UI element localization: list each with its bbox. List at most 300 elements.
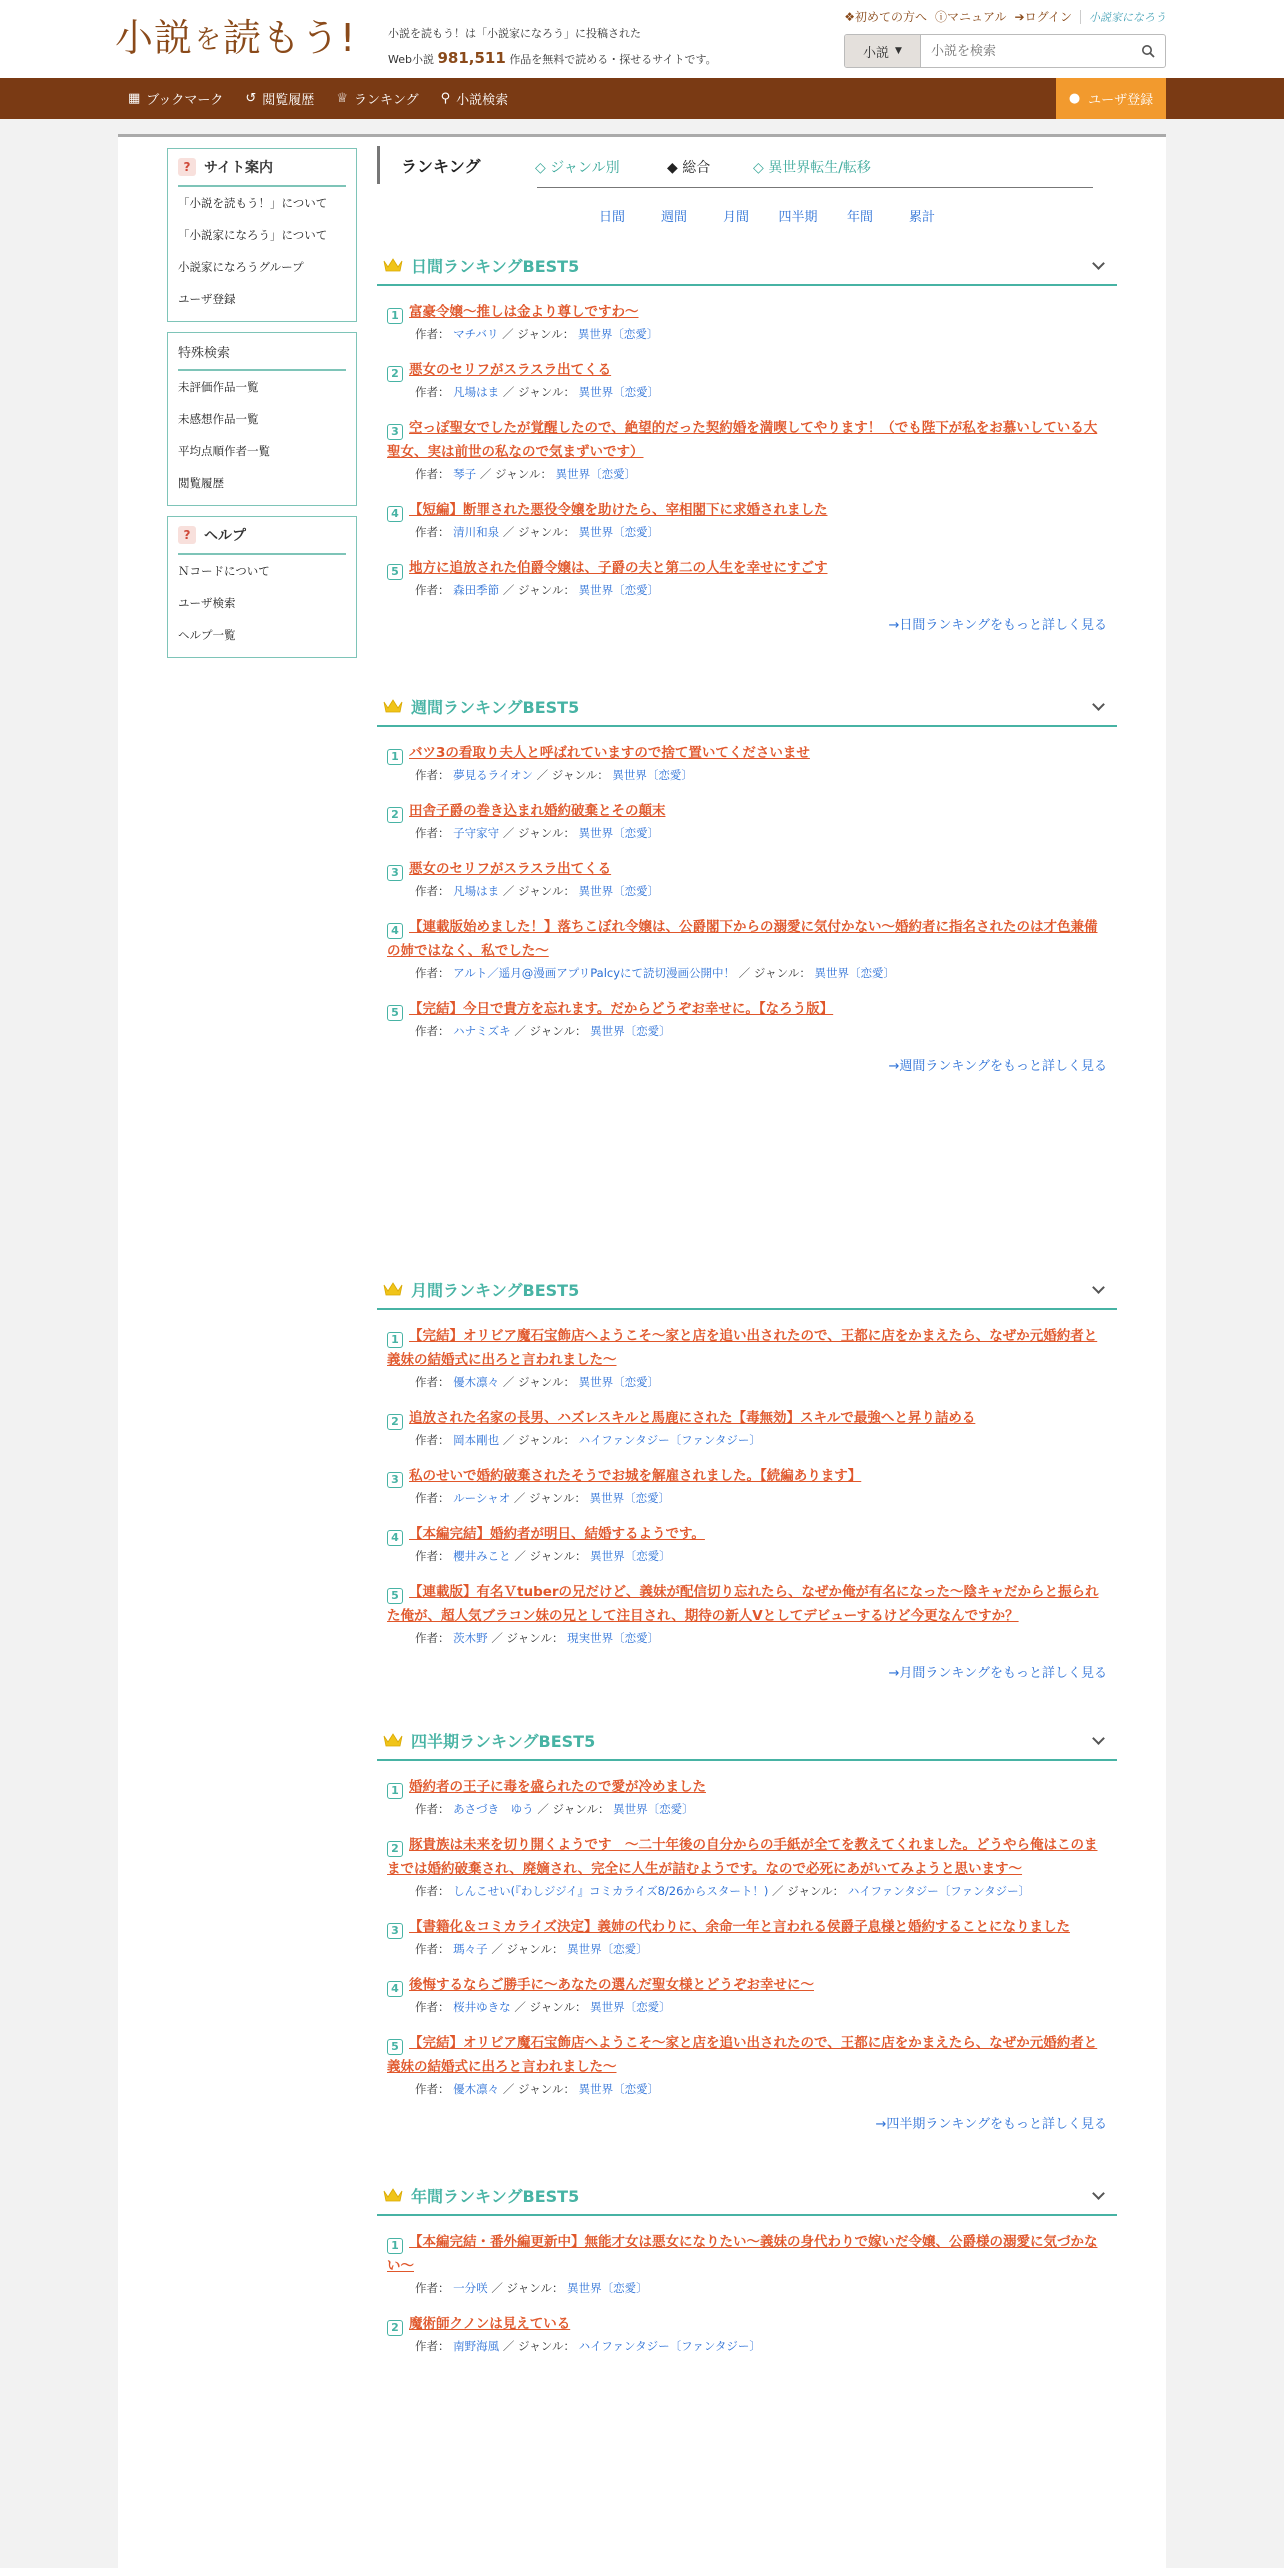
period-daily[interactable]: 日間 [598,209,625,225]
novel-title: 私のせいで婚約破棄されたそうでお城を解雇されました。【続編あります】 [409,1468,862,1484]
novel-title-link[interactable] [387,1464,1107,1488]
sidebar-link[interactable]: ユーザ登録 [178,292,236,306]
crown-icon [383,699,403,713]
genre-link[interactable]: 異世界〔恋愛〕 [590,1549,671,1563]
period-monthly[interactable]: 月間 [722,209,749,225]
genre-label: ／ ジャンル： [502,583,575,597]
genre-label: ／ ジャンル： [502,327,575,341]
site-header [0,0,1284,78]
author-link[interactable]: 清川和泉 [453,525,500,539]
author-label: 作者： [415,1024,450,1038]
genre-link[interactable]: 異世界〔恋愛〕 [814,966,895,980]
special-search-title-text: 特殊検索 [178,345,231,361]
link-divider [1080,10,1081,24]
bookmark-icon: ▦ [128,91,141,106]
genre-label: ／ ジャンル： [514,2000,587,2014]
novel-title: 豚貴族は未来を切り開くようです ～二十年後の自分からの手紙が全てを教えてくれました。どうやら俺はこのままでは婚約破棄され、廃嫡され、完全に人生が詰むようです。なので必死にあがいてみようと思います～ [387,1837,1098,1877]
author-label: 作者： [415,525,450,539]
novel-title-link[interactable] [387,1775,1107,1799]
novel-meta [387,324,1107,344]
more-ranking-link[interactable]: →月間ランキングをもっと詳しく見る [888,1666,1107,1681]
novel-title: 後悔するならご勝手に～あなたの選んだ聖女様とどうぞお幸せに～ [409,1977,814,1993]
section-title: 週間ランキングBEST5 [411,697,580,717]
novel-title-link[interactable] [387,300,1107,324]
author-link[interactable]: 南野海風 [453,2339,500,2353]
novel-meta [387,1488,1107,1508]
genre-label: ／ ジャンル： [491,2281,564,2295]
manual-label: マニュアル [947,10,1007,24]
author-link[interactable]: 一分咲 [453,2281,488,2295]
chevron-down-icon[interactable] [1092,257,1105,270]
novel-title: 【短編】断罪された悪役令嬢を助けたら、宰相閣下に求婚されました [409,502,828,518]
sidebar-link[interactable]: 平均点順作者一覧 [178,444,270,458]
rank-badge: 1 [387,308,403,324]
novel-meta [387,2079,1107,2099]
novel-title: 富豪令嬢～推しは金より尊しですわ～ [409,304,639,320]
first-time-link[interactable]: ❖初めての方へ [844,10,927,24]
search-icon: ⚲ [440,91,451,106]
period-weekly[interactable]: 週間 [660,209,687,225]
novel-title: 【完結】オリビア魔石宝飾店へようこそ～家と店を追い出されたので、王都に店をかまえたら、なぜか元婚約者と義妹の結婚式に出ろと言われました～ [387,1328,1098,1368]
author-label: 作者： [415,966,450,980]
novel-title: 【連載版始めました！】落ちこぼれ令嬢は、公爵閣下からの溺愛に気付かない〜婚約者に指名されたのは才色兼備の姉ではなく、私でした〜 [387,919,1098,959]
novel-title-link[interactable] [387,2312,1107,2336]
search-button[interactable] [1131,35,1165,67]
genre-link[interactable]: 異世界〔恋愛〕 [578,1375,660,1389]
special-search-title [178,333,346,371]
novel-title: 婚約者の王子に毒を盛られたので愛が冷めました [409,1779,706,1795]
ranking-entry [387,857,1107,901]
ranking-entry [387,300,1107,344]
novel-meta [387,1546,1107,1566]
genre-label: ／ ジャンル： [502,2082,575,2096]
author-link[interactable]: 茨木野 [453,1631,488,1645]
ranking-list [377,1310,1117,1648]
nav-search-label: 小説検索 [456,93,509,108]
section-header[interactable] [377,246,1117,286]
ranking-entry [387,997,1107,1041]
section-header[interactable] [377,1721,1117,1761]
nav-bookmark[interactable] [0,89,231,108]
genre-label: ／ ジャンル： [514,1024,587,1038]
manual-link[interactable]: ⓘマニュアル [934,10,1007,24]
genre-link[interactable]: 異世界〔恋愛〕 [578,2082,660,2096]
ranking-entry [387,2230,1107,2298]
sidebar-link[interactable]: 閲覧履歴 [178,476,224,490]
genre-link[interactable]: 異世界〔恋愛〕 [578,525,660,539]
novel-meta [387,1939,1107,1959]
site-logo[interactable] [115,18,356,58]
genre-link[interactable]: 異世界〔恋愛〕 [590,1024,671,1038]
section-title: 月間ランキングBEST5 [411,1280,580,1300]
nav-history-label: 閲覧履歴 [262,93,315,108]
more-ranking-link[interactable]: →週間ランキングをもっと詳しく見る [888,1059,1107,1074]
genre-link[interactable]: 現実世界〔恋愛〕 [567,1631,660,1645]
site-guide-title [178,149,346,187]
rank-badge: 5 [387,2039,403,2055]
novel-meta [387,1021,1107,1041]
author-label: 作者： [415,1802,450,1816]
tab-genre[interactable]: ◇ ジャンル別 [535,160,620,176]
site-tagline [388,22,717,72]
ranking-entry [387,1973,1107,2017]
chevron-down-icon[interactable] [1092,698,1105,711]
novel-title-link[interactable] [387,857,1107,881]
genre-label: ／ ジャンル： [502,1375,575,1389]
novel-title-link[interactable] [387,1915,1107,1939]
author-label: 作者： [415,2082,450,2096]
novel-title-link[interactable] [387,1580,1107,1628]
genre-link[interactable]: 異世界〔恋愛〕 [578,884,660,898]
ranking-entry [387,2031,1107,2099]
section-header[interactable] [377,1270,1117,1310]
nav-search[interactable] [427,89,517,108]
rank-badge: 2 [387,366,403,382]
novel-meta [387,2336,1107,2356]
novel-meta [387,765,1107,785]
rank-badge: 4 [387,1981,403,1997]
tagline-line1: 小説を読もう！は「小説家になろう」に投稿された [388,27,641,40]
history-icon: ↺ [245,91,257,106]
tabs-accent-bar [377,146,380,184]
search-icon [1141,44,1155,58]
sidebar-link[interactable]: 未感想作品一覧 [178,412,259,426]
novel-meta [387,1628,1107,1648]
novel-title: 地方に追放された伯爵令嬢は、子爵の夫と第二の人生を幸せにすごす [409,560,828,576]
rank-badge: 1 [387,1332,403,1348]
novel-meta [387,1799,1107,1819]
author-link[interactable]: 琴子 [453,467,477,481]
section-title: 日間ランキングBEST5 [411,256,580,276]
section-header[interactable] [377,2176,1117,2216]
author-label: 作者： [415,467,450,481]
main-nav [0,78,1284,119]
chevron-down-icon: ▼ [895,46,902,56]
rank-badge: 3 [387,1472,403,1488]
author-label: 作者： [415,2000,450,2014]
special-search-box [167,332,357,506]
author-label: 作者： [415,583,450,597]
novel-title-link[interactable] [387,498,1107,522]
site-guide-box [167,148,357,322]
genre-link[interactable]: 異世界〔恋愛〕 [578,385,660,399]
author-link[interactable]: しんこせい(『わしジジイ』コミカライズ8/26からスタート！) [453,1884,769,1898]
author-link[interactable]: あさづき ゆう [453,1802,534,1816]
search-type-value: 小説 [863,45,890,61]
rank-badge: 4 [387,1530,403,1546]
tab-isekai[interactable]: ◇ 異世界転生/転移 [753,160,871,176]
ranking-entry [387,1464,1107,1508]
nav-bookmark-label: ブックマーク [146,93,224,108]
search-input[interactable] [921,35,1131,67]
novel-title-link[interactable] [387,1522,1107,1546]
author-label: 作者： [415,2339,450,2353]
author-label: 作者： [415,1942,450,1956]
logo-text-main: 小説 [115,16,194,60]
narou-logo-link[interactable]: 小説家になろう [1089,10,1166,24]
search-form [844,34,1166,68]
help-title [178,517,346,555]
novel-title-link[interactable] [387,741,1107,765]
ranking-entry [387,741,1107,785]
novel-title: 【書籍化＆コミカライズ決定】義姉の代わりに、余命一年と言われる侯爵子息様と婚約することになりました [409,1919,1070,1935]
author-label: 作者： [415,385,450,399]
author-link[interactable]: ルーシャオ [453,1491,511,1505]
period-total[interactable]: 累計 [908,209,935,225]
top-links [844,8,1166,25]
work-count: 981,511 [437,49,506,67]
ranking-entry [387,1833,1107,1901]
ranking-section [377,246,1117,633]
ranking-sections [377,246,1117,2356]
novel-title-link[interactable] [387,358,1107,382]
chevron-down-icon[interactable] [1092,1281,1105,1294]
more-ranking-link[interactable]: →四半期ランキングをもっと詳しく見る [875,2117,1107,2132]
sidebar-link[interactable]: ユーザ検索 [178,596,236,610]
author-link[interactable]: 凡場はま [453,884,500,898]
novel-title-link[interactable] [387,1324,1107,1372]
novel-title-link[interactable] [387,1973,1107,1997]
help-box [167,516,357,658]
ranking-entry [387,799,1107,843]
genre-label: ／ ジャンル： [502,2339,575,2353]
logo-text-rest: 読もう! [223,16,357,60]
genre-label: ／ ジャンル： [537,1802,610,1816]
novel-title-link[interactable] [387,2230,1107,2278]
rank-badge: 3 [387,1923,403,1939]
ranking-entry [387,416,1107,484]
ranking-entry [387,358,1107,402]
tagline-line2 [388,46,717,72]
author-link[interactable]: ハナミズキ [453,1024,511,1038]
novel-meta [387,522,1107,542]
author-label: 作者： [415,1491,450,1505]
ranking-section [377,1270,1117,1681]
crown-icon [383,1282,403,1296]
ranking-heading: ランキング [401,157,481,176]
chevron-down-icon[interactable] [1092,2187,1105,2200]
tagline-prefix: Web小説 [388,53,434,66]
search-type-select[interactable] [845,35,921,67]
ranking-list [377,727,1117,1041]
period-links [377,198,1117,232]
novel-title: 悪女のセリフがスラスラ出てくる [409,861,612,877]
novel-meta [387,1881,1107,1901]
author-link[interactable]: 森田季節 [453,583,500,597]
novel-title: 追放された名家の長男、ハズレスキルと馬鹿にされた【毒無効】スキルで最強へと昇り詰める [409,1410,976,1426]
author-label: 作者： [415,1433,450,1447]
genre-link[interactable]: 異世界〔恋愛〕 [567,1942,648,1956]
section-title: 年間ランキングBEST5 [411,2186,580,2206]
author-label: 作者： [415,884,450,898]
genre-link[interactable]: 異世界〔恋愛〕 [578,826,660,840]
genre-link[interactable]: 異世界〔恋愛〕 [567,2281,648,2295]
rank-badge: 2 [387,1841,403,1857]
author-link[interactable]: 子守家守 [453,826,500,840]
section-header[interactable] [377,687,1117,727]
novel-meta [387,580,1107,600]
genre-link[interactable]: 異世界〔恋愛〕 [612,768,693,782]
ranking-entry [387,498,1107,542]
ranking-tabs [377,144,1117,188]
tab-overall[interactable]: ◆ 総合 [667,160,711,176]
section-title: 四半期ランキングBEST5 [411,1731,596,1751]
genre-link[interactable]: ハイファンタジー〔ファンタジー〕 [578,1433,761,1447]
author-link[interactable]: 櫻井みこと [453,1549,511,1563]
ranking-main [377,144,1117,2370]
register-label: ユーザ登録 [1088,93,1154,108]
genre-link[interactable]: ハイファンタジー〔ファンタジー〕 [578,2339,761,2353]
author-link[interactable]: アルト／遥月@漫画アプリPalcyにて読切漫画公開中！ [453,966,736,980]
novel-title: 【完結】オリビア魔石宝飾店へようこそ～家と店を追い出されたので、王都に店をかまえたら、なぜか元婚約者と義妹の結婚式に出ろと言われました～ [387,2035,1098,2075]
author-link[interactable]: 夢見るライオン [453,768,533,782]
novel-title: 【完結】今日で貴方を忘れます。だからどうぞお幸せに。【なろう版】 [409,1001,834,1017]
rank-badge: 2 [387,2320,403,2336]
genre-link[interactable]: 異世界〔恋愛〕 [589,1491,671,1505]
rank-badge: 1 [387,2238,403,2254]
novel-title-link[interactable] [387,799,1107,823]
ranking-entry [387,1324,1107,1392]
novel-title: 【連載版】有名Ｖtuberの兄だけど、義妹が配信切り忘れたら、なぜか俺が有名になった～陰キャだからと振られた俺が、超人気ブラコン妹の兄として注目され、期待の新人Vとしてデビューするけど今更なんですか？ [387,1584,1099,1624]
novel-title: 悪女のセリフがスラスラ出てくる [409,362,612,378]
crown-icon: ♕ [336,91,348,106]
author-link[interactable]: 桜井ゆきな [453,2000,511,2014]
novel-meta [387,2278,1107,2298]
ranking-entry [387,1580,1107,1648]
genre-label: ／ ジャンル： [479,467,552,481]
novel-title-link[interactable] [387,556,1107,580]
nav-history[interactable] [231,89,322,108]
novel-meta [387,881,1107,901]
tagline-suffix: 作品を無料で読める・探せるサイトです。 [509,53,717,66]
novel-title-link[interactable] [387,2031,1107,2079]
author-label: 作者： [415,1631,450,1645]
author-link[interactable]: 瑪々子 [453,1942,488,1956]
genre-link[interactable]: 異世界〔恋愛〕 [578,583,660,597]
rank-badge: 4 [387,923,403,939]
help-title-text: ヘルプ [204,528,246,544]
novel-meta [387,823,1107,843]
novel-title: 【本編完結】婚約者が明日、結婚するようです。 [409,1526,705,1542]
genre-label: ／ ジャンル： [502,385,575,399]
sidebar-link[interactable]: ヘルプ一覧 [178,628,236,642]
author-label: 作者： [415,1549,450,1563]
genre-link[interactable]: 異世界〔恋愛〕 [555,467,637,481]
genre-link[interactable]: 異世界〔恋愛〕 [590,2000,671,2014]
page-content [118,134,1166,2568]
rank-badge: 5 [387,1588,403,1604]
novel-title: 魔術師クノンは見えている [409,2316,571,2332]
genre-label: ／ ジャンル： [491,1942,564,1956]
author-link[interactable]: 凡場はま [453,385,500,399]
ranking-section [377,2176,1117,2356]
genre-link[interactable]: ハイファンタジー〔ファンタジー〕 [847,1884,1031,1898]
ranking-section [377,1721,1117,2132]
sidebar-link[interactable]: 「小説を読もう！」について [178,196,328,210]
genre-label: ／ ジャンル： [502,884,575,898]
rank-badge: 5 [387,1005,403,1021]
genre-label: ／ ジャンル： [491,1631,564,1645]
sidebar-link[interactable]: 小説家になろうグループ [178,260,304,274]
logo-text-small: を [195,25,222,55]
genre-label: ／ ジャンル： [502,525,575,539]
novel-title-link[interactable] [387,416,1107,464]
novel-meta [387,963,1107,983]
author-label: 作者： [415,1884,450,1898]
genre-link[interactable]: 異世界〔恋愛〕 [613,1802,694,1816]
sidebar-link[interactable]: 未評価作品一覧 [178,380,259,394]
genre-label: ／ ジャンル： [772,1884,845,1898]
question-icon: ? [178,158,196,176]
period-quarterly[interactable]: 四半期 [778,209,818,225]
sidebar-link[interactable]: Ｎコードについて [178,564,270,578]
genre-label: ／ ジャンル： [513,1491,586,1505]
crown-icon [383,258,403,272]
author-link[interactable]: 優木凛々 [453,1375,500,1389]
sidebar-link[interactable]: 「小説家になろう」について [178,228,328,242]
novel-title-link[interactable] [387,915,1107,963]
first-time-label: 初めての方へ [854,10,927,24]
more-ranking-link[interactable]: →日間ランキングをもっと詳しく見る [888,618,1107,633]
novel-title-link[interactable] [387,1833,1107,1881]
site-guide-title-text: サイト案内 [204,160,274,176]
question-icon: ? [178,526,196,544]
login-label: ログイン [1024,10,1072,24]
login-link[interactable]: ➔ログイン [1014,10,1072,24]
ranking-entry [387,1522,1107,1566]
author-label: 作者： [415,1375,450,1389]
genre-label: ／ ジャンル： [738,966,811,980]
crown-icon [383,2188,403,2202]
ranking-entry [387,556,1107,600]
rank-badge: 5 [387,564,403,580]
ranking-entry [387,1775,1107,1819]
ranking-list [377,2216,1117,2356]
tabs-underline [537,187,1093,188]
novel-meta [387,1372,1107,1392]
novel-title: 【本編完結・番外編更新中】無能才女は悪女になりたい～義妹の身代わりで嫁いだ令嬢、公爵様の溺愛に気づかない～ [387,2234,1098,2274]
sidebar [167,148,357,668]
chevron-down-icon[interactable] [1092,1732,1105,1745]
author-link[interactable]: 岡本剛也 [453,1433,500,1447]
author-link[interactable]: 優木凛々 [453,2082,500,2096]
genre-label: ／ ジャンル： [502,1433,575,1447]
ranking-list [377,286,1117,600]
nav-ranking[interactable] [322,89,426,108]
rank-badge: 2 [387,807,403,823]
novel-meta [387,1430,1107,1450]
rank-badge: 2 [387,1414,403,1430]
register-button[interactable] [1056,78,1166,119]
novel-meta [387,1997,1107,2017]
author-label: 作者： [415,2281,450,2295]
rank-badge: 3 [387,424,403,440]
ranking-list [377,1761,1117,2099]
nav-ranking-label: ランキング [353,93,419,108]
rank-badge: 4 [387,506,403,522]
novel-title-link[interactable] [387,1406,1107,1430]
genre-label: ／ ジャンル： [536,768,609,782]
novel-title-link[interactable] [387,997,1107,1021]
period-yearly[interactable]: 年間 [846,209,873,225]
ranking-entry [387,1915,1107,1959]
ranking-section [377,687,1117,1074]
author-link[interactable]: マチバリ [453,327,499,341]
author-label: 作者： [415,826,450,840]
genre-link[interactable]: 異世界〔恋愛〕 [577,327,659,341]
novel-title: バツ3の看取り夫人と呼ばれていますので捨て置いてくださいませ [409,745,810,761]
author-label: 作者： [415,327,450,341]
